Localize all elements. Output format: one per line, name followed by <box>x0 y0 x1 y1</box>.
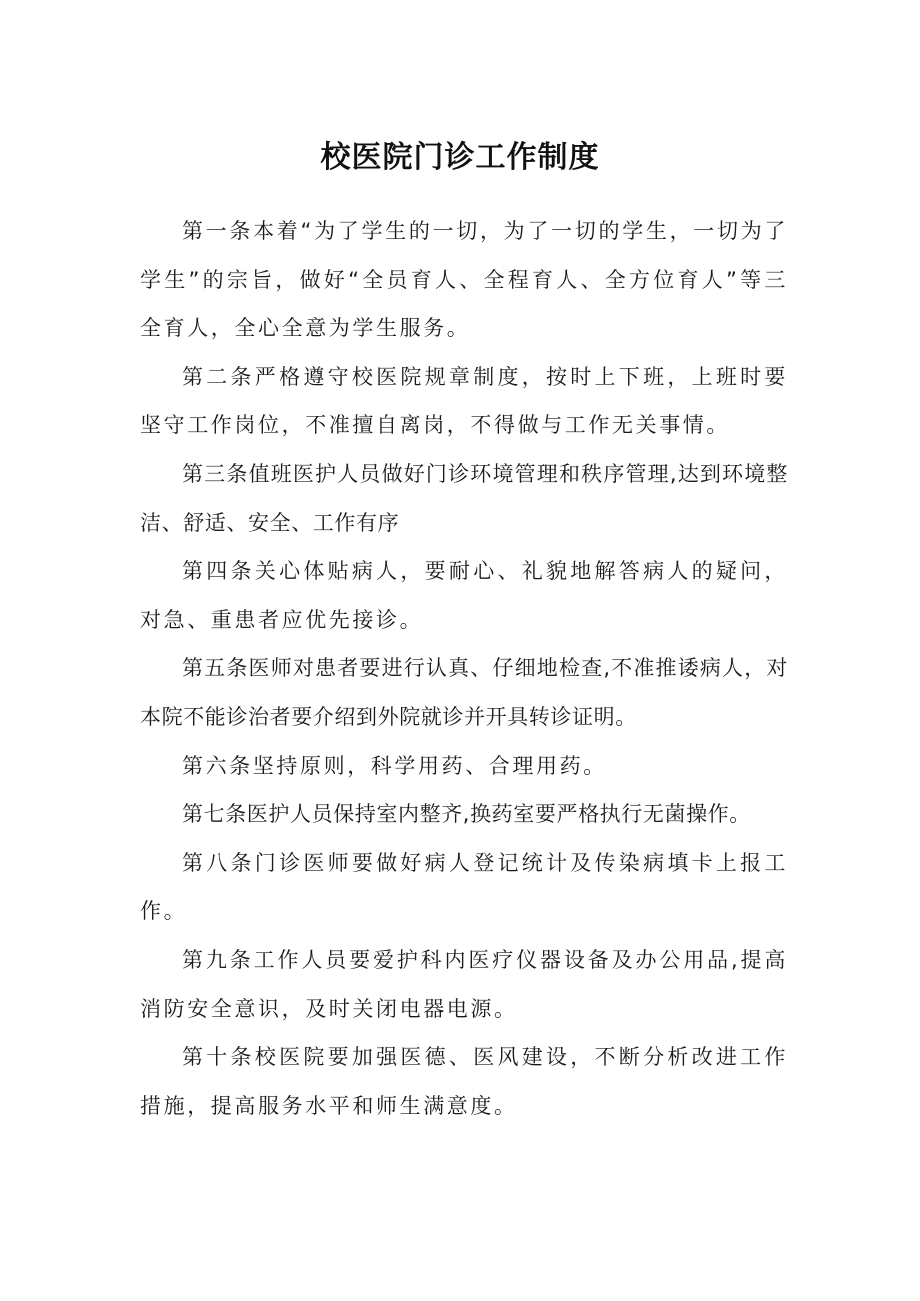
article-8: 第八条门诊医师要做好病人登记统计及传染病填卡上报工作。 <box>140 850 788 924</box>
article-7: 第七条医护人员保持室内整齐,换药室要严格执行无菌操作。 <box>182 802 751 827</box>
article-4: 第四条关心体贴病人，要耐心、礼貌地解答病人的疑问，对急、重患者应优先接诊。 <box>140 559 788 632</box>
article-10: 第十条校医院要加强医德、医风建设，不断分析改进工作措施，提高服务水平和师生满意度。 <box>140 1045 788 1118</box>
document-body <box>140 207 788 1130</box>
article-2: 第二条严格遵守校医院规章制度，按时上下班，上班时要坚守工作岗位，不准擅自离岗，不得做与工作无关事情。 <box>140 364 788 438</box>
article-5: 第五条医师对患者要进行认真、仔细地检查,不准推诿病人，对本院不能诊治者要介绍到外院就诊并开具转诊证明。 <box>140 656 788 729</box>
article-1: 第一条本着“为了学生的一切，为了一切的学生，一切为了学生”的宗旨，做好“全员育人、全程育人、全方位育人”等三全育人，全心全意为学生服务。 <box>140 219 788 341</box>
document-title: 校医院门诊工作制度 <box>320 140 600 175</box>
article-6: 第六条坚持原则，科学用药、合理用药。 <box>182 753 607 778</box>
article-3: 第三条值班医护人员做好门诊环境管理和秩序管理,达到环境整洁、舒适、安全、工作有序 <box>140 461 788 535</box>
article-9: 第九条工作人员要爱护科内医疗仪器设备及办公用品,提高消防安全意识，及时关闭电器电源。 <box>140 947 788 1021</box>
